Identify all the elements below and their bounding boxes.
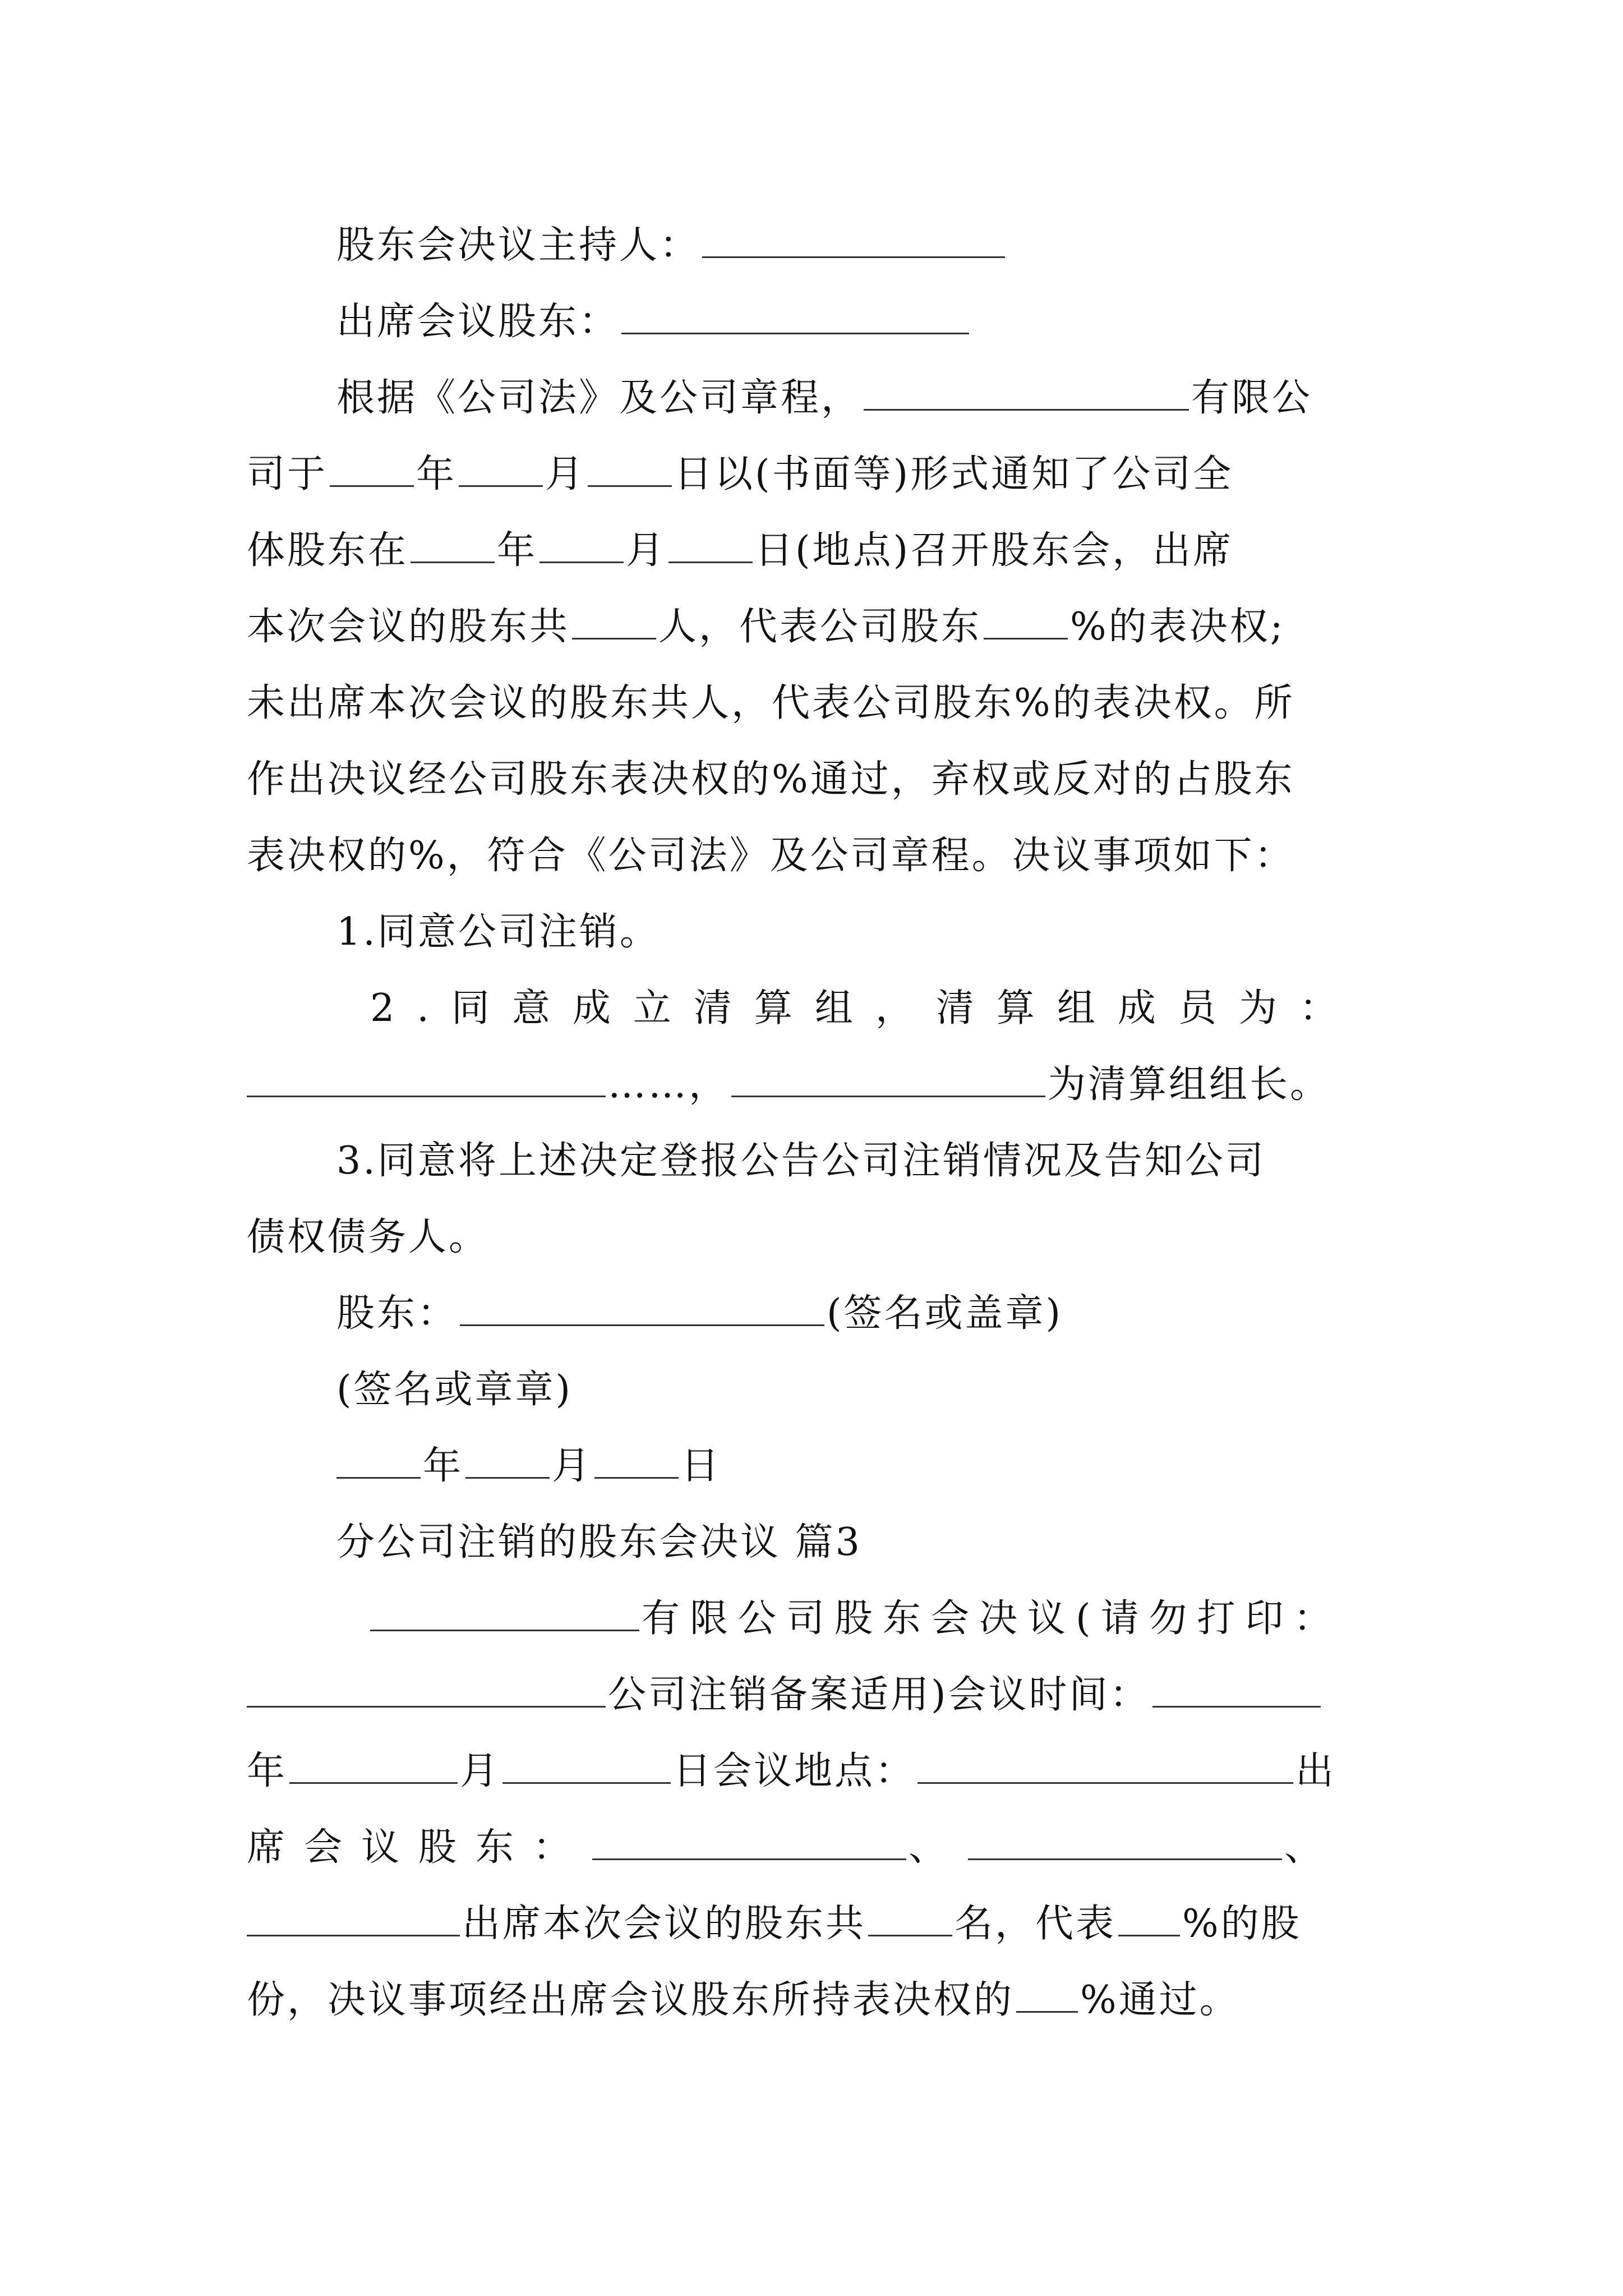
- text: %通过。: [1080, 1978, 1240, 2022]
- text: 日以(书面等)形式通知了公司全: [674, 452, 1234, 496]
- text: (签名或盖章): [827, 1291, 1063, 1336]
- location-blank: [917, 1751, 1293, 1784]
- line-7: [247, 665, 1385, 742]
- line-22: [247, 1810, 1385, 1886]
- text: 表决权的%，符合《公司法》及公司章程。决议事项如下：: [247, 834, 1295, 878]
- attendees-blank: [621, 301, 969, 334]
- month-blank: [540, 530, 624, 563]
- text: 年: [416, 452, 457, 496]
- line-24: [247, 1962, 1385, 2039]
- shareholder-blank-3: [247, 1903, 460, 1936]
- line-23: [247, 1886, 1385, 1962]
- text: 公司注销备案适用)会议时间：: [608, 1673, 1150, 1717]
- line-4: [247, 436, 1385, 513]
- line-8: [247, 742, 1385, 818]
- company-blank: [864, 378, 1189, 411]
- text: 债权债务人。: [247, 1215, 490, 1259]
- item-1: [336, 894, 1385, 970]
- text: ……，: [608, 1062, 730, 1107]
- line-20: [247, 1657, 1385, 1733]
- text: 有限公司股东会决议(请勿打印：: [642, 1596, 1342, 1641]
- text: 2.同意成立清算组，清算组成员为：: [370, 986, 1360, 1030]
- line-3: [336, 360, 1385, 436]
- line-14: [247, 1199, 1385, 1276]
- text: 日会议地点：: [673, 1749, 916, 1793]
- text: 名，代表: [955, 1902, 1117, 1946]
- line-host: [336, 208, 1385, 284]
- line-12: [247, 1047, 1385, 1123]
- text: 出席本次会议的股东共: [462, 1902, 866, 1946]
- text: 席会议股东：: [247, 1825, 591, 1870]
- day-blank: [594, 1446, 679, 1479]
- shareholder-blank-1: [592, 1827, 906, 1860]
- host-blank: [702, 225, 1005, 258]
- line-16: [336, 1352, 1385, 1428]
- time-blank: [1152, 1674, 1321, 1708]
- day-blank: [588, 454, 672, 487]
- month-blank: [289, 1751, 458, 1784]
- line-9: [247, 818, 1385, 894]
- month-blank: [459, 454, 543, 487]
- text: 年: [497, 528, 538, 573]
- text: 月: [626, 528, 667, 573]
- line-attendees: [336, 284, 1385, 360]
- text: 月: [545, 452, 586, 496]
- text: 本次会议的股东共: [247, 605, 570, 649]
- text: 、: [909, 1825, 966, 1870]
- line-5: [247, 513, 1385, 589]
- item-2: [370, 970, 1385, 1047]
- year-blank: [336, 1446, 421, 1479]
- line-6: [247, 589, 1385, 665]
- count-blank: [572, 606, 656, 639]
- month-blank: [465, 1446, 550, 1479]
- line-date: [336, 1428, 1385, 1504]
- text: 作出决议经公司股东表决权的%通过，弃权或反对的占股东: [247, 757, 1295, 802]
- text: 年: [423, 1444, 464, 1488]
- year-blank: [330, 454, 414, 487]
- text: 出: [1295, 1749, 1336, 1793]
- text: 司于: [247, 452, 328, 496]
- text: 根据《公司法》及公司章程，: [336, 376, 862, 420]
- text: 1.同意公司注销。: [336, 910, 660, 954]
- text: 为清算组组长。: [1048, 1062, 1331, 1107]
- day-blank: [502, 1751, 671, 1784]
- percent-blank: [1016, 1980, 1078, 2013]
- members-blank: [247, 1064, 606, 1097]
- count-blank: [868, 1903, 952, 1936]
- text: 股东：: [336, 1291, 458, 1336]
- company-blank: [370, 1598, 639, 1631]
- percent-blank: [1118, 1903, 1180, 1936]
- attendees-label: 出席会议股东：: [336, 300, 620, 344]
- text: 体股东在: [247, 528, 409, 573]
- line-19: [370, 1581, 1385, 1657]
- day-blank: [668, 530, 753, 563]
- line-21: [247, 1733, 1385, 1810]
- text: (签名或章章): [336, 1368, 573, 1412]
- year-blank: [411, 530, 495, 563]
- shareholder-blank-2: [968, 1827, 1282, 1860]
- percent-blank: [984, 606, 1068, 639]
- text: 年: [247, 1749, 288, 1793]
- text: %的表决权;: [1070, 605, 1285, 649]
- text: 月: [460, 1749, 501, 1793]
- text: 份，决议事项经出席会议股东所持表决权的: [247, 1978, 1015, 2022]
- line-shareholder-sign: [336, 1276, 1385, 1352]
- host-label: 股东会决议主持人：: [336, 223, 700, 268]
- text: 3.同意将上述决定登报公告公司注销情况及告知公司: [336, 1139, 1266, 1183]
- text: %的股: [1182, 1902, 1302, 1946]
- text: 未出席本次会议的股东共人，代表公司股东%的表决权。所: [247, 681, 1295, 725]
- text: 、: [1284, 1825, 1342, 1870]
- blank: [247, 1674, 606, 1708]
- leader-blank: [731, 1064, 1045, 1097]
- text: 日(地点)召开股东会，出席: [755, 528, 1234, 573]
- text: 日: [681, 1444, 722, 1488]
- item-3: [336, 1123, 1385, 1199]
- section-title: [336, 1504, 1385, 1581]
- shareholder-blank: [460, 1293, 824, 1326]
- text: 月: [552, 1444, 593, 1488]
- text: 人，代表公司股东: [658, 605, 982, 649]
- text: 有限公: [1191, 376, 1313, 420]
- text: 分公司注销的股东会决议 篇3: [336, 1520, 862, 1565]
